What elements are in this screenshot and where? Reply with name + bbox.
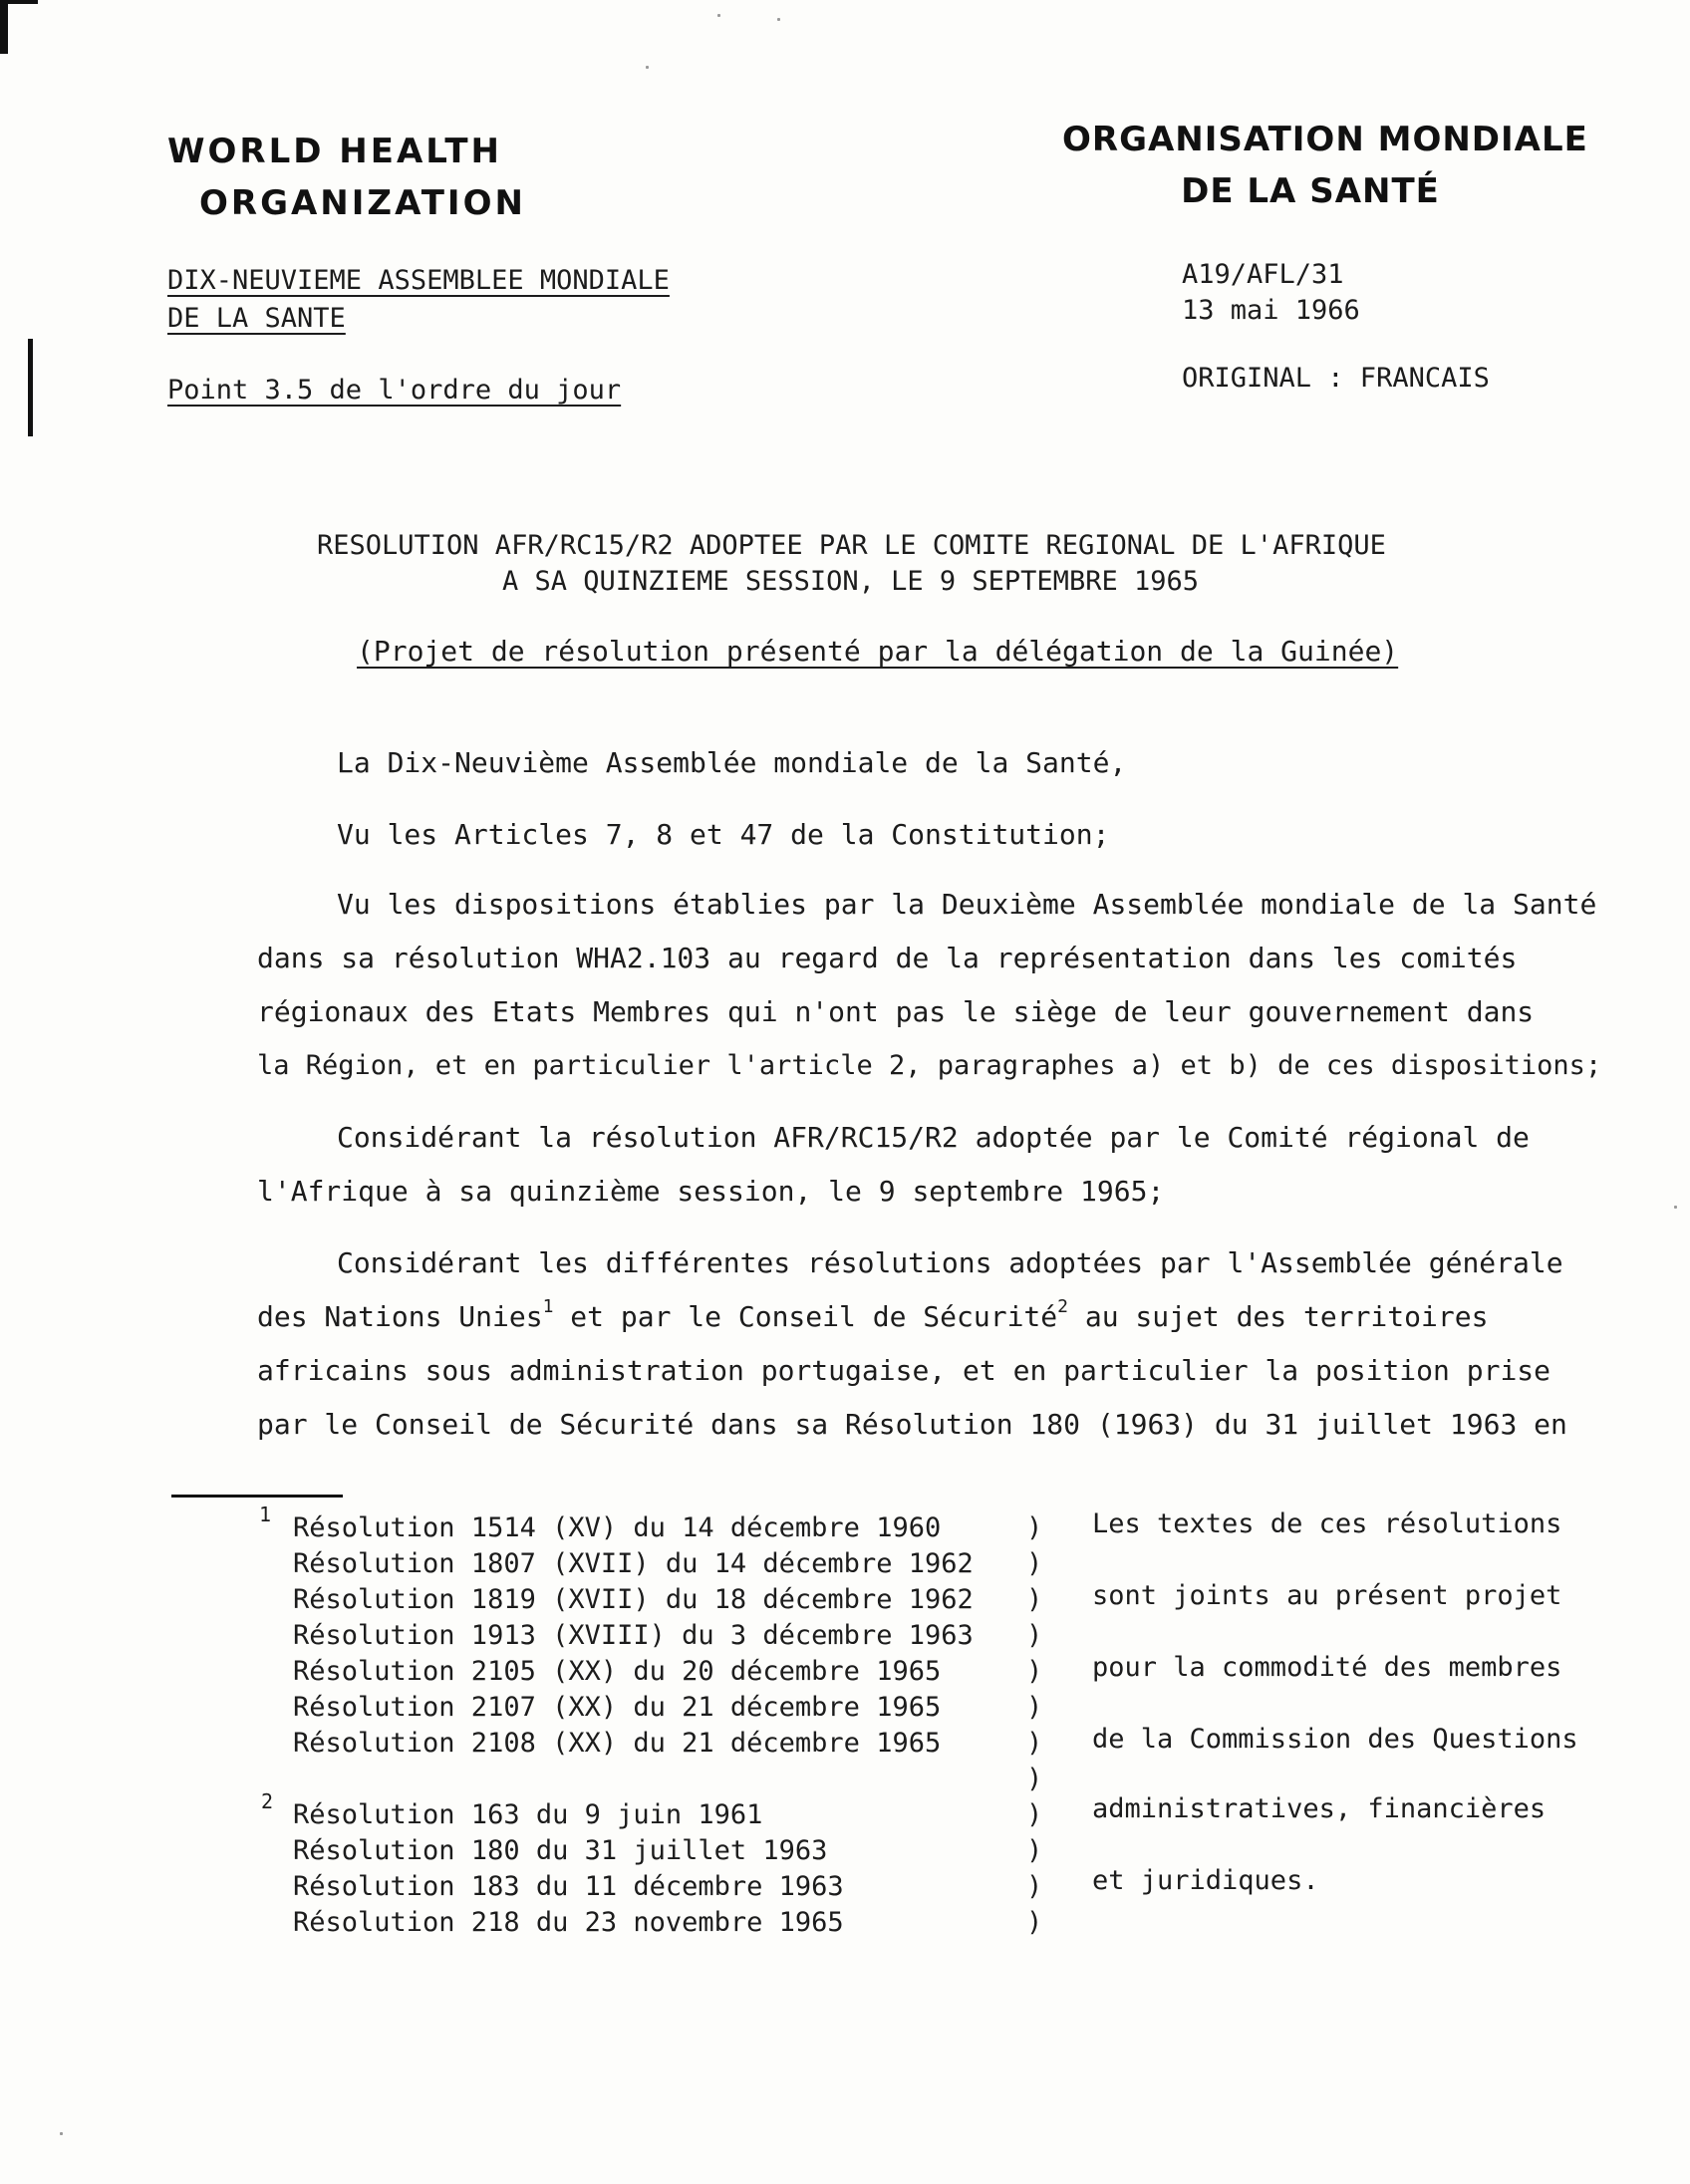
paragraph-considerant2-line1: Considérant les différentes résolutions adoptées par l'Assemblée générale — [337, 1246, 1563, 1279]
footnote-item: Résolution 2105 (XX) du 20 décembre 1965 — [293, 1656, 942, 1687]
bracket: ) — [1026, 1871, 1043, 1902]
footnote-ref-1: 1 — [542, 1296, 554, 1317]
footnote-note-line: administratives, financières — [1092, 1793, 1547, 1824]
bracket: ) — [1026, 1692, 1043, 1723]
footnote-note-line: Les textes de ces résolutions — [1092, 1508, 1562, 1539]
scan-speck — [646, 66, 649, 69]
footnote-item: Résolution 1514 (XV) du 14 décembre 1960 — [293, 1512, 942, 1543]
org-name-en-line2: ORGANIZATION — [199, 183, 526, 223]
org-name-en-line1: WORLD HEALTH — [167, 132, 502, 171]
footnote-note-line: pour la commodité des membres — [1092, 1652, 1562, 1683]
bracket: ) — [1026, 1548, 1043, 1579]
bracket: ) — [1026, 1907, 1043, 1938]
footnote-item: Résolution 163 du 9 juin 1961 — [293, 1799, 763, 1830]
bracket: ) — [1026, 1799, 1043, 1830]
org-name-fr — [1062, 114, 1588, 217]
document-reference: A19/AFL/31 — [1182, 259, 1344, 290]
footnote-marker-1: 1 — [259, 1502, 272, 1526]
org-name-fr-line2: DE LA SANTÉ — [1181, 171, 1440, 211]
bracket: ) — [1026, 1512, 1043, 1543]
footnote-note-line: et juridiques. — [1092, 1865, 1319, 1896]
original-language: ORIGINAL : FRANCAIS — [1182, 363, 1490, 394]
org-name-fr-line1: ORGANISATION MONDIALE — [1062, 120, 1588, 159]
footnote-ref-2: 2 — [1057, 1296, 1068, 1317]
paragraph-considerant2-line4: par le Conseil de Sécurité dans sa Résolution 180 (1963) du 31 juillet 1963 en — [257, 1408, 1567, 1441]
scan-speck — [1674, 1206, 1677, 1209]
bracket: ) — [1026, 1764, 1043, 1794]
bracket: ) — [1026, 1835, 1043, 1866]
resolution-subtitle: (Projet de résolution présenté par la délégation de la Guinée) — [357, 635, 1399, 668]
document-date: 13 mai 1966 — [1182, 295, 1360, 326]
footnote-separator — [171, 1495, 343, 1498]
footnote-note-line: de la Commission des Questions — [1092, 1724, 1578, 1755]
footnote-item: Résolution 1819 (XVII) du 18 décembre 1962 — [293, 1584, 974, 1615]
footnote-item: Résolution 180 du 31 juillet 1963 — [293, 1835, 828, 1866]
footnote-item: Résolution 1807 (XVII) du 14 décembre 1962 — [293, 1548, 974, 1579]
scan-speck — [777, 18, 780, 21]
agenda-point: Point 3.5 de l'ordre du jour — [167, 375, 622, 406]
footnote-item: Résolution 218 du 23 novembre 1965 — [293, 1907, 844, 1938]
text-nations-unies: des Nations Unies — [257, 1300, 543, 1333]
paragraph-considerant1-line2: l'Afrique à sa quinzième session, le 9 septembre 1965; — [257, 1175, 1165, 1208]
resolution-title-line2: A SA QUINZIEME SESSION, LE 9 SEPTEMBRE 1965 — [502, 566, 1199, 597]
preamble-line: La Dix-Neuvième Assemblée mondiale de la Santé, — [337, 746, 1127, 779]
paragraph-dispositions-line3: régionaux des Etats Membres qui n'ont pas le siège de leur gouvernement dans — [257, 995, 1535, 1028]
paragraph-dispositions-line2: dans sa résolution WHA2.103 au regard de la représentation dans les comités — [257, 942, 1518, 974]
scan-speck — [60, 2132, 63, 2135]
assembly-name-line2: DE LA SANTE — [167, 303, 346, 334]
scan-mark-binder — [28, 339, 33, 436]
paragraph-dispositions-line1: Vu les dispositions établies par la Deuxième Assemblée mondiale de la Santé — [337, 888, 1597, 921]
assembly-name-line1: DIX-NEUVIEME ASSEMBLEE MONDIALE — [167, 265, 670, 296]
scan-mark-corner-top — [0, 0, 38, 4]
footnote-note-line: sont joints au présent projet — [1092, 1580, 1562, 1611]
footnote-item: Résolution 2107 (XX) du 21 décembre 1965 — [293, 1692, 942, 1723]
footnote-item: Résolution 2108 (XX) du 21 décembre 1965 — [293, 1728, 942, 1759]
org-name-en — [167, 126, 526, 229]
scan-mark-corner — [0, 0, 8, 54]
text-conseil-securite: et par le Conseil de Sécurité — [553, 1300, 1058, 1333]
footnote-item: Résolution 1913 (XVIII) du 3 décembre 1963 — [293, 1620, 974, 1651]
bracket: ) — [1026, 1656, 1043, 1687]
bracket: ) — [1026, 1584, 1043, 1615]
bracket: ) — [1026, 1728, 1043, 1759]
scan-speck — [717, 14, 720, 17]
footnote-item: Résolution 183 du 11 décembre 1963 — [293, 1871, 844, 1902]
paragraph-dispositions-line4: la Région, et en particulier l'article 2, paragraphes a) et b) de ces dispositions; — [257, 1050, 1602, 1081]
paragraph-considerant2-line2 — [257, 1296, 1489, 1339]
resolution-title-line1: RESOLUTION AFR/RC15/R2 ADOPTEE PAR LE COMITE REGIONAL DE L'AFRIQUE — [317, 530, 1386, 561]
paragraph-considerant2-line3: africains sous administration portugaise, et en particulier la position prise — [257, 1354, 1551, 1387]
bracket-column — [1026, 1510, 1042, 1941]
paragraph-considerant1-line1: Considérant la résolution AFR/RC15/R2 adoptée par le Comité régional de — [337, 1121, 1530, 1154]
articles-line: Vu les Articles 7, 8 et 47 de la Constitution; — [337, 818, 1110, 851]
bracket: ) — [1026, 1620, 1043, 1651]
footnote-marker-2: 2 — [261, 1789, 274, 1813]
text-territoires: au sujet des territoires — [1068, 1300, 1489, 1333]
